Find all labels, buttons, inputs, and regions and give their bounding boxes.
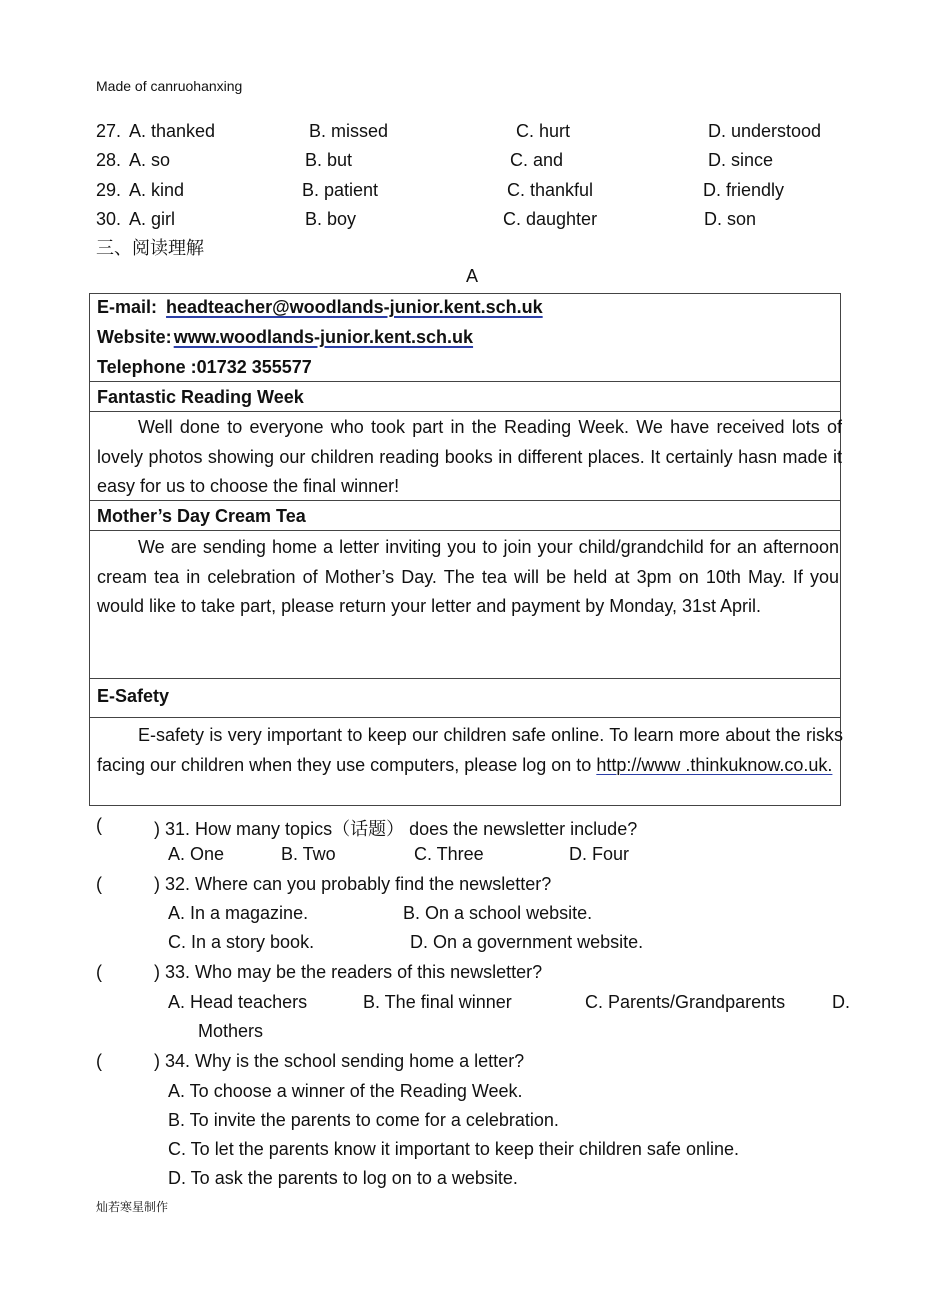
- divider: [89, 678, 841, 679]
- option-c: C. hurt: [516, 121, 571, 141]
- question-number: 29.: [96, 180, 122, 200]
- choice-c: C. Parents/Grandparents: [585, 992, 786, 1012]
- option-b: B. patient: [302, 180, 379, 200]
- question-text: ) 34. Why is the school sending home a letter?: [154, 1051, 525, 1071]
- divider: [89, 530, 841, 531]
- question-text: ) 32. Where can you probably find the newsletter?: [154, 874, 552, 894]
- cream-tea-title: Mother’s Day Cream Tea: [97, 506, 306, 526]
- choice-b: B. On a school website.: [403, 903, 593, 923]
- choice-c: C. Three: [414, 844, 484, 864]
- choice-a: A. Head teachers: [168, 992, 308, 1012]
- option-a: A. kind: [129, 180, 185, 200]
- divider: [89, 381, 841, 382]
- question-text: ) 33. Who may be the readers of this newsletter?: [154, 962, 543, 982]
- choice-d: D.: [832, 992, 850, 1012]
- esafety-title: E-Safety: [97, 686, 170, 706]
- esafety-body: [97, 721, 843, 780]
- option-c: C. thankful: [507, 180, 594, 200]
- option-row-27: [96, 118, 856, 144]
- email-line: [97, 297, 543, 318]
- question-number: 28.: [96, 150, 122, 170]
- choice-c: C. To let the parents know it important to keep their children safe online.: [168, 1139, 739, 1159]
- option-d: D. since: [708, 150, 774, 170]
- website-line: [97, 327, 473, 348]
- passage-label: A: [466, 266, 479, 286]
- page-footer: 灿若寒星制作: [96, 1200, 169, 1214]
- choice-d: D. Four: [569, 844, 630, 864]
- option-row-29: [96, 177, 856, 203]
- question-number: 30.: [96, 209, 122, 229]
- thinkuknow-link[interactable]: http://www .thinkuknow.co.uk.: [596, 754, 833, 775]
- section-title: 三、阅读理解: [96, 238, 204, 259]
- esafety-text: [97, 721, 843, 780]
- option-c: C. daughter: [503, 209, 598, 229]
- choice-b: B. Two: [281, 844, 336, 864]
- cream-tea-body: [97, 533, 839, 622]
- option-a: A. so: [129, 150, 171, 170]
- option-a: A. thanked: [129, 121, 216, 141]
- option-b: B. but: [305, 150, 353, 170]
- reading-week-text: Well done to everyone who took part in the Reading Week. We have received lots of lovely photos showing our children reading books in different places. It certainly hasn made it easy for us to choose the final winner!: [97, 417, 842, 497]
- divider: [89, 717, 841, 718]
- cream-tea-text: We are sending home a letter inviting you to join your child/grandchild for an afternoon cream tea in celebration of Mother’s Day. The tea will be held at 3pm on 10th May. If you would like to take part, please return your letter and payment by Monday, 31st April.: [97, 537, 839, 617]
- email-link[interactable]: headteacher@woodlands-junior.kent.sch.uk: [166, 297, 543, 317]
- answer-paren: (: [96, 962, 102, 982]
- answer-paren: (: [96, 874, 102, 894]
- website-link[interactable]: www.woodlands-junior.kent.sch.uk: [173, 327, 474, 347]
- reading-week-title: Fantastic Reading Week: [97, 387, 304, 407]
- question-text: ) 31. How many topics（话题） does the newsletter include?: [154, 819, 638, 839]
- answer-paren: (: [96, 815, 102, 835]
- option-c: C. and: [510, 150, 564, 170]
- page-header: Made of canruohanxing: [96, 78, 243, 94]
- choice-b: B. To invite the parents to come for a celebration.: [168, 1110, 559, 1130]
- choice-c: C. In a story book.: [168, 932, 315, 952]
- esafety-body-text: E-safety is very important to keep our children safe online. To learn more about the risks facing our children when they use computers, please log on to: [97, 725, 843, 775]
- option-d: D. understood: [708, 121, 822, 141]
- question-number: 27.: [96, 121, 122, 141]
- email-label: E-mail:: [97, 297, 158, 317]
- telephone-line: Telephone :01732 355577: [97, 357, 312, 377]
- answer-paren: (: [96, 1051, 102, 1071]
- option-row-30: [96, 206, 856, 232]
- option-b: B. boy: [305, 209, 357, 229]
- choice-d-continued: Mothers: [198, 1021, 264, 1041]
- website-label: Website:: [97, 327, 172, 347]
- choice-a: A. One: [168, 844, 225, 864]
- option-d: D. friendly: [703, 180, 785, 200]
- choice-b: B. The final winner: [363, 992, 512, 1012]
- option-a: A. girl: [129, 209, 176, 229]
- choice-d: D. On a government website.: [410, 932, 644, 952]
- option-d: D. son: [704, 209, 757, 229]
- choice-a: A. To choose a winner of the Reading Week.: [168, 1081, 523, 1101]
- choice-d: D. To ask the parents to log on to a website.: [168, 1168, 518, 1188]
- option-row-28: [96, 147, 856, 173]
- option-b: B. missed: [309, 121, 389, 141]
- reading-week-body: [97, 413, 842, 502]
- divider: [89, 411, 841, 412]
- choice-a: A. In a magazine.: [168, 903, 309, 923]
